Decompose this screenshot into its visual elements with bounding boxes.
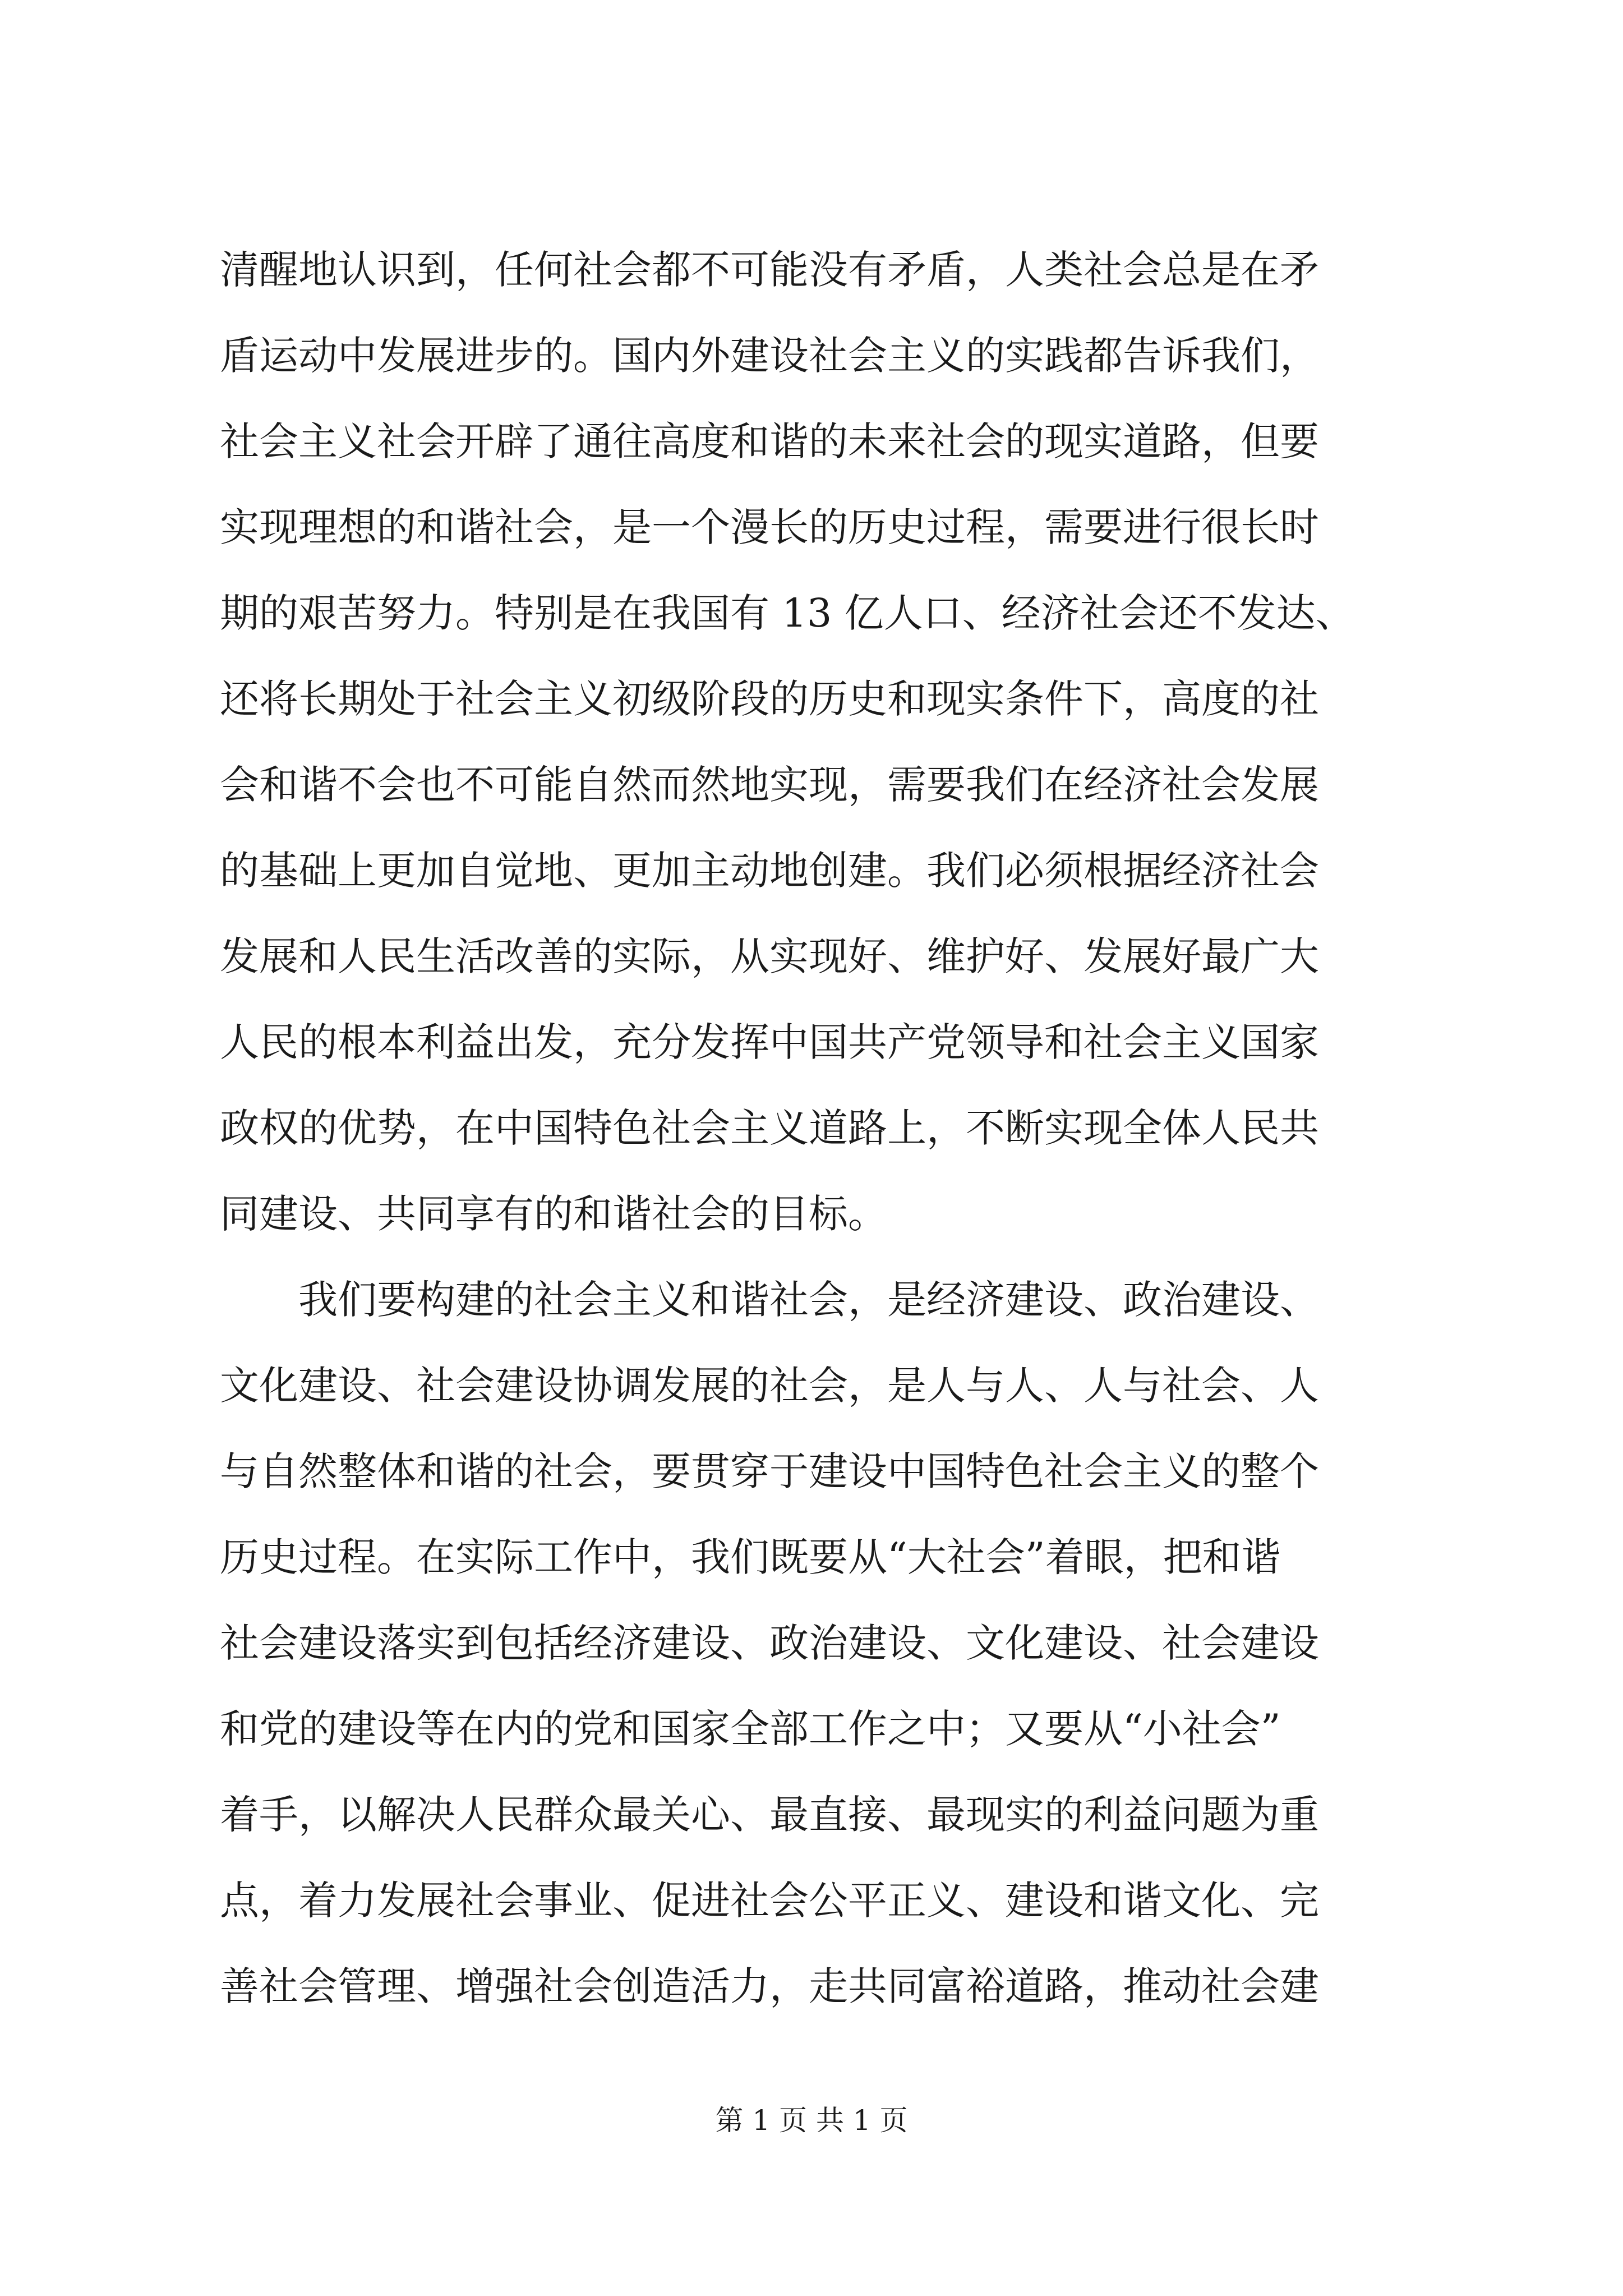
text-line: 我们要构建的社会主义和谐社会，是经济建设、政治建设、 xyxy=(220,1277,1319,1323)
text-line: 政权的优势，在中国特色社会主义道路上，不断实现全体人民共 xyxy=(220,1105,1319,1151)
page-footer: 第 1 页 共 1 页 xyxy=(715,2104,908,2137)
text-line: 清醒地认识到，任何社会都不可能没有矛盾，人类社会总是在矛 xyxy=(220,247,1319,293)
text-line: 实现理想的和谐社会，是一个漫长的历史过程，需要进行很长时 xyxy=(220,504,1319,550)
text-line: 的基础上更加自觉地、更加主动地创建。我们必须根据经济社会 xyxy=(220,848,1319,894)
text-line: 期的艰苦努力。特别是在我国有 13 亿人口、经济社会还不发达、 xyxy=(220,590,1355,636)
text-line: 社会主义社会开辟了通往高度和谐的未来社会的现实道路，但要 xyxy=(220,418,1319,464)
text-line: 发展和人民生活改善的实际，从实现好、维护好、发展好最广大 xyxy=(220,933,1319,979)
text-line: 历史过程。在实际工作中，我们既要从“大社会”着眼，把和谐 xyxy=(220,1534,1281,1580)
text-line: 还将长期处于社会主义初级阶段的历史和现实条件下，高度的社 xyxy=(220,676,1319,722)
text-line: 盾运动中发展进步的。国内外建设社会主义的实践都告诉我们， xyxy=(220,333,1319,379)
text-line: 和党的建设等在内的党和国家全部工作之中；又要从“小社会” xyxy=(220,1706,1281,1752)
text-line: 着手，以解决人民群众最关心、最直接、最现实的利益问题为重 xyxy=(220,1792,1319,1838)
text-line: 与自然整体和谐的社会，要贯穿于建设中国特色社会主义的整个 xyxy=(220,1448,1319,1494)
text-line: 点，着力发展社会事业、促进社会公平正义、建设和谐文化、完 xyxy=(220,1878,1319,1924)
text-line: 会和谐不会也不可能自然而然地实现，需要我们在经济社会发展 xyxy=(220,762,1319,808)
text-line: 善社会管理、增强社会创造活力，走共同富裕道路，推动社会建 xyxy=(220,1963,1319,2009)
text-line: 社会建设落实到包括经济建设、政治建设、文化建设、社会建设 xyxy=(220,1620,1319,1666)
text-line: 人民的根本利益出发，充分发挥中国共产党领导和社会主义国家 xyxy=(220,1019,1319,1065)
body-text xyxy=(220,227,1420,2030)
text-line: 文化建设、社会建设协调发展的社会，是人与人、人与社会、人 xyxy=(220,1363,1319,1409)
text-line: 同建设、共同享有的和谐社会的目标。 xyxy=(220,1191,887,1237)
